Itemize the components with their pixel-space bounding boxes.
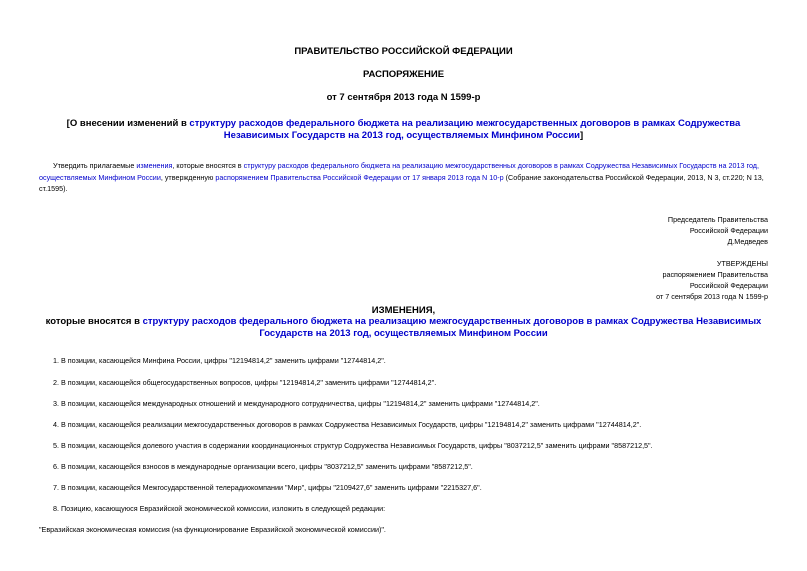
signature-block (668, 214, 768, 247)
intro-text-4: (Собрание законодательства Российской Федерации, 2013, N 3, ст.220; N 13, ст.1595). (39, 172, 764, 193)
title-suffix: ] (580, 130, 584, 141)
list-item: 3. В позиции, касающейся международных отношений и международного сотрудничества, цифры "12194814,2" заменить цифрами "12744814,2". (53, 399, 540, 408)
signature-position: Председатель Правительства (667, 215, 768, 224)
list-item: 7. В позиции, касающейся Межгосударственной телерадиокомпании "Мир", цифры "2109427,6" заменить цифрами "2215327,6". (53, 483, 482, 492)
list-item: 1. В позиции, касающейся Минфина России, цифры "12194814,2" заменить цифрами "12744814,2". (53, 356, 386, 365)
approved-block (656, 258, 768, 302)
changes-sub-prefix: которые вносятся в (45, 316, 143, 327)
list-item: "Евразийская экономическая комиссия (на функционирование Евразийской экономической комиссии)". (39, 525, 386, 534)
list-item: 2. В позиции, касающейся общегосударственных вопросов, цифры "12194814,2" заменить цифрами "12744814,2". (53, 378, 437, 387)
approved-date: от 7 сентября 2013 года N 1599-р (656, 292, 768, 301)
intro-link-changes[interactable]: изменения (136, 161, 173, 170)
intro-text-3: , утвержденную (160, 172, 216, 182)
approved-by: распоряжением Правительства (662, 270, 768, 279)
list-item: 4. В позиции, касающейся реализации межгосударственных договоров в рамках Содружества Независимых Государств, цифры "12194814,2" заменить цифрами "12744814,2". (53, 420, 642, 429)
changes-heading: ИЗМЕНЕНИЯ, (371, 305, 436, 316)
title-link[interactable]: структуру расходов федерального бюджета на реализацию межгосударственных договоров в рамках Содружества Независимых Государств на 2013 год, осуществляемых Минфином России (189, 118, 741, 141)
document-type: РАСПОРЯЖЕНИЕ (362, 69, 445, 80)
list-item: 8. Позицию, касающуюся Евразийской экономической комиссии, изложить в следующей редакции: (53, 504, 386, 513)
government-name: ПРАВИТЕЛЬСТВО РОССИЙСКОЙ ФЕДЕРАЦИИ (294, 46, 513, 57)
list-item: 6. В позиции, касающейся взносов в международные организации всего, цифры "8037212,5" заменить цифрами "8587212,5". (53, 462, 473, 471)
intro-paragraph (39, 160, 769, 195)
signature-country: Российской Федерации (689, 226, 768, 235)
list-item: 5. В позиции, касающейся долевого участия в содержании координационных структур Содружества Независимых Государств, цифры "8037212,5" заменить цифрами "8587212,5". (53, 441, 653, 450)
title-prefix: [О внесении изменений в (66, 118, 190, 129)
document-date-number: от 7 сентября 2013 года N 1599-р (326, 92, 481, 103)
approved-label: УТВЕРЖДЕНЫ (716, 259, 768, 268)
intro-text-1: Утвердить прилагаемые (53, 161, 137, 170)
document-title (50, 118, 757, 142)
intro-text-2: , которые вносятся в (172, 161, 244, 170)
intro-link-structure[interactable]: структуру расходов федерального бюджета на реализацию межгосударственных договоров в рамках Содружества Независимых Государств на 2013 год, осуществляемых Минфином России (39, 161, 760, 182)
changes-sub-link[interactable]: структуру расходов федерального бюджета на реализацию межгосударственных договоров в рамках Содружества Независимых Государств на 2013 год, осуществляемых Минфином России (142, 316, 762, 339)
approved-country: Российской Федерации (689, 281, 768, 290)
signature-name: Д.Медведев (727, 237, 768, 246)
changes-subheading (36, 316, 771, 340)
intro-link-order[interactable]: распоряжением Правительства Российской Федерации от 17 января 2013 года N 10-р (215, 172, 504, 182)
